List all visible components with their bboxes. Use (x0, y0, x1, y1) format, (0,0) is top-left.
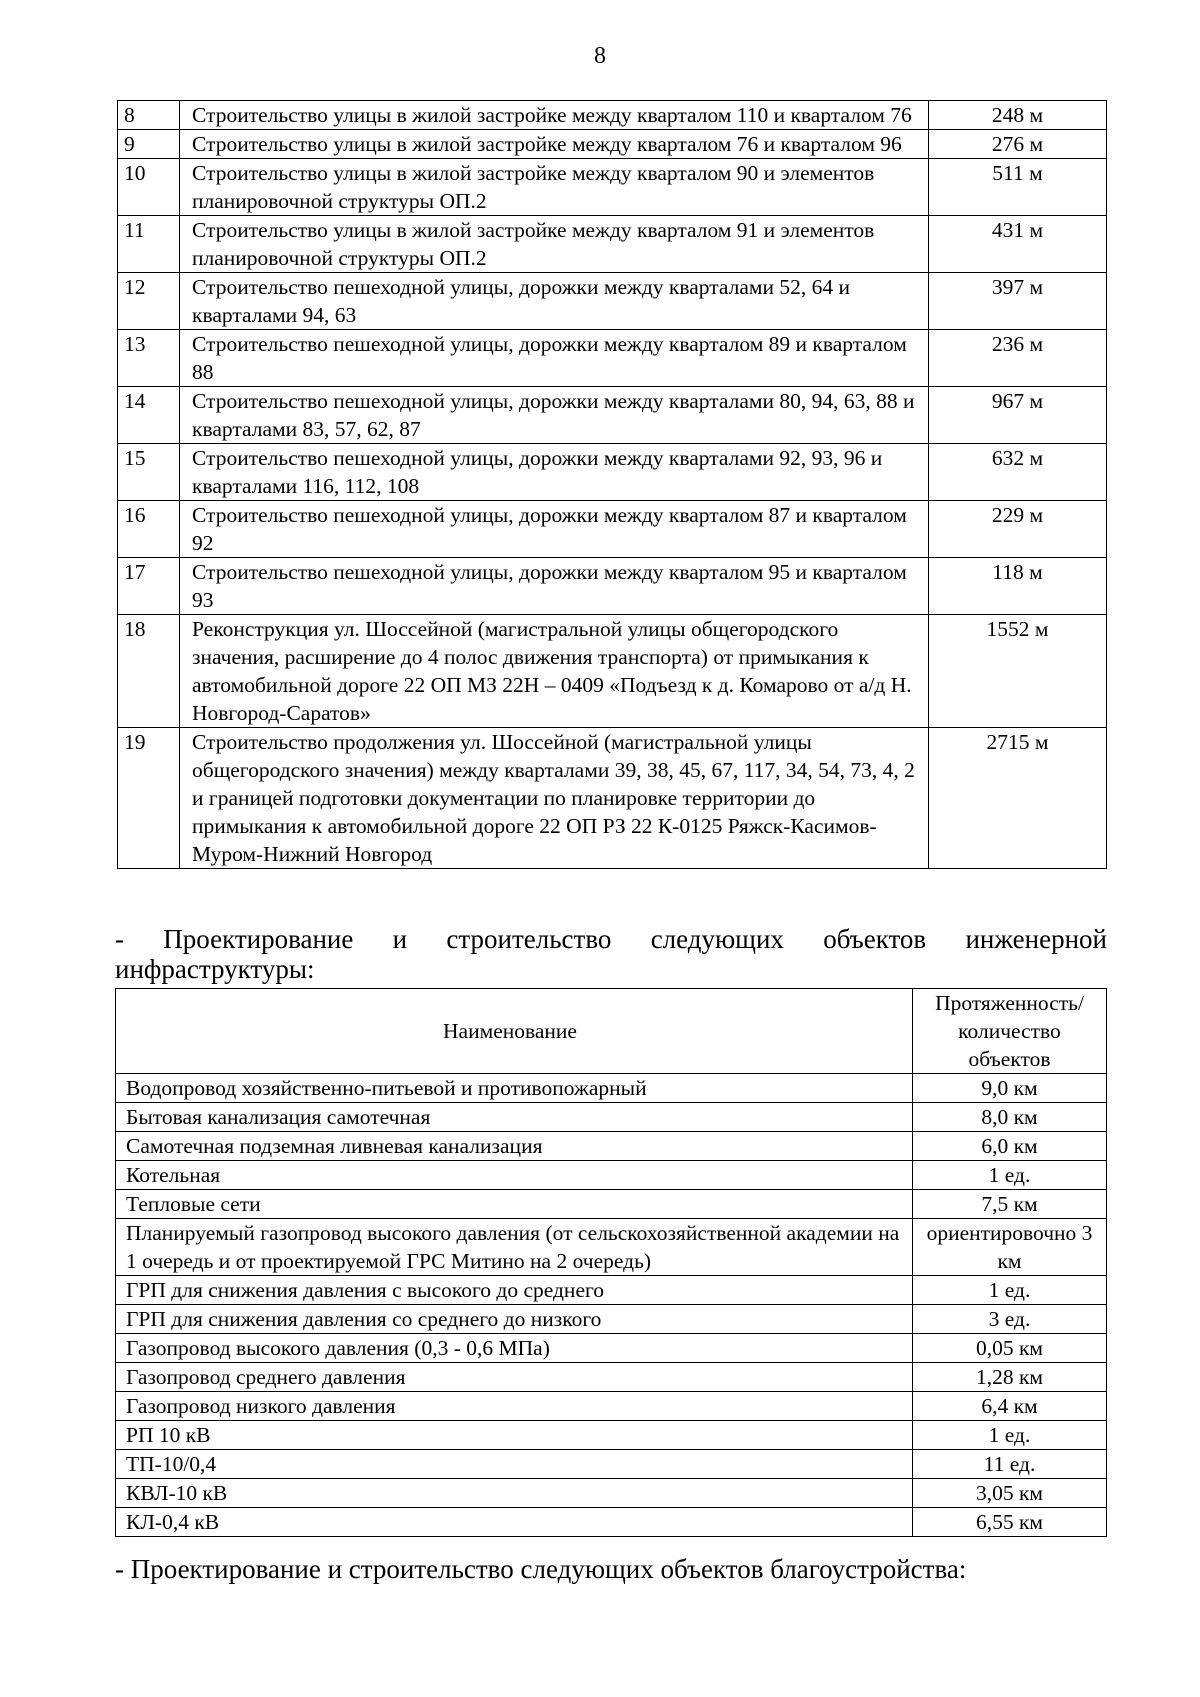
table-row (116, 1421, 1107, 1450)
row-description: Реконструкция ул. Шоссейной (магистральной улицы общегородского значения, расширение до 4 полос движения транспорта) от примыкания к автомобильной дороге 22 ОП МЗ 22Н – 0409 «Подъезд к д. Комарово от а/д Н. Новгород-Саратов» (180, 615, 929, 728)
row-quantity: 1,28 км (913, 1363, 1107, 1392)
row-name: Котельная (116, 1161, 913, 1190)
table-row (116, 1479, 1107, 1508)
row-quantity: 1 ед. (913, 1421, 1107, 1450)
row-number: 15 (118, 444, 180, 501)
table-row (116, 1508, 1107, 1537)
row-number: 17 (118, 558, 180, 615)
row-length: 397 м (929, 273, 1107, 330)
row-length: 431 м (929, 216, 1107, 273)
row-length: 2715 м (929, 728, 1107, 869)
row-length: 511 м (929, 159, 1107, 216)
row-description: Строительство улицы в жилой застройке между кварталом 76 и кварталом 96 (180, 130, 929, 159)
header-quantity (913, 989, 1107, 1074)
table-row (116, 1190, 1107, 1219)
row-quantity: 0,05 км (913, 1334, 1107, 1363)
row-number: 9 (118, 130, 180, 159)
row-length: 118 м (929, 558, 1107, 615)
table-row (118, 558, 1107, 615)
row-number: 16 (118, 501, 180, 558)
row-quantity: 6,55 км (913, 1508, 1107, 1537)
table-row (118, 501, 1107, 558)
row-description: Строительство пешеходной улицы, дорожки между кварталами 52, 64 и кварталами 94, 63 (180, 273, 929, 330)
row-description: Строительство пешеходной улицы, дорожки между кварталами 92, 93, 96 и кварталами 116, 112, 108 (180, 444, 929, 501)
row-number: 14 (118, 387, 180, 444)
row-quantity: 3 ед. (913, 1305, 1107, 1334)
intro-line-1: - Проектирование и строительство следующих объектов инженерной (115, 924, 1107, 954)
header-name: Наименование (116, 989, 913, 1074)
row-name: Газопровод высокого давления (0,3 - 0,6 МПа) (116, 1334, 913, 1363)
row-description: Строительство продолжения ул. Шоссейной (магистральной улицы общегородского значения) между кварталами 39, 38, 45, 67, 117, 34, 54, 73, 4, 2 и границей подготовки документации по планировке территории до примыкания к автомобильной дороге 22 ОП РЗ 22 К-0125 Ряжск-Касимов-Муром-Нижний Новгород (180, 728, 929, 869)
row-name: ГРП для снижения давления со среднего до низкого (116, 1305, 913, 1334)
row-name: РП 10 кВ (116, 1421, 913, 1450)
row-number: 11 (118, 216, 180, 273)
row-description: Строительство пешеходной улицы, дорожки между кварталами 80, 94, 63, 88 и кварталами 83, 57, 62, 87 (180, 387, 929, 444)
row-number: 8 (118, 101, 180, 130)
table-row (116, 1161, 1107, 1190)
table-row (118, 273, 1107, 330)
page-number: 8 (594, 43, 606, 69)
row-name: КЛ-0,4 кВ (116, 1508, 913, 1537)
row-quantity: 1 ед. (913, 1276, 1107, 1305)
table-header-row (116, 989, 1107, 1074)
row-length: 967 м (929, 387, 1107, 444)
row-name: Планируемый газопровод высокого давления (от сельскохозяйственной академии на 1 очередь и от проектируемой ГРС Митино на 2 очередь) (116, 1219, 913, 1276)
row-quantity: 11 ед. (913, 1450, 1107, 1479)
table-row (116, 1074, 1107, 1103)
row-length: 236 м (929, 330, 1107, 387)
row-quantity: 6,4 км (913, 1392, 1107, 1421)
row-description: Строительство улицы в жилой застройке между кварталом 110 и кварталом 76 (180, 101, 929, 130)
row-length: 229 м (929, 501, 1107, 558)
table-row (118, 101, 1107, 130)
intro-line-2: инфраструктуры: (115, 954, 315, 984)
table-row (116, 1363, 1107, 1392)
header-quantity-line: объектов (968, 1047, 1051, 1071)
row-name: Самотечная подземная ливневая канализация (116, 1132, 913, 1161)
engineering-infrastructure-intro (115, 924, 1107, 984)
row-quantity: 9,0 км (913, 1074, 1107, 1103)
row-name: Тепловые сети (116, 1190, 913, 1219)
engineering-infrastructure-table (115, 988, 1107, 1537)
row-name: ТП-10/0,4 (116, 1450, 913, 1479)
table-row (118, 444, 1107, 501)
row-number: 19 (118, 728, 180, 869)
row-name: ГРП для снижения давления с высокого до среднего (116, 1276, 913, 1305)
row-description: Строительство пешеходной улицы, дорожки между кварталом 89 и кварталом 88 (180, 330, 929, 387)
row-length: 1552 м (929, 615, 1107, 728)
table-row (118, 387, 1107, 444)
table-row (118, 130, 1107, 159)
row-length: 632 м (929, 444, 1107, 501)
table-row (118, 330, 1107, 387)
row-name: Бытовая канализация самотечная (116, 1103, 913, 1132)
row-length: 276 м (929, 130, 1107, 159)
row-quantity: 8,0 км (913, 1103, 1107, 1132)
row-description: Строительство пешеходной улицы, дорожки между кварталом 95 и кварталом 93 (180, 558, 929, 615)
table-row (116, 1132, 1107, 1161)
row-quantity: 7,5 км (913, 1190, 1107, 1219)
row-description: Строительство улицы в жилой застройке между кварталом 91 и элементов планировочной структуры ОП.2 (180, 216, 929, 273)
row-number: 18 (118, 615, 180, 728)
road-construction-table (117, 100, 1107, 869)
row-description: Строительство улицы в жилой застройке между кварталом 90 и элементов планировочной структуры ОП.2 (180, 159, 929, 216)
table-row (116, 1334, 1107, 1363)
table-row (118, 159, 1107, 216)
row-name: Газопровод среднего давления (116, 1363, 913, 1392)
header-quantity-line: количество (958, 1019, 1061, 1043)
table-row (116, 1219, 1107, 1276)
table-row (118, 615, 1107, 728)
row-length: 248 м (929, 101, 1107, 130)
row-name: КВЛ-10 кВ (116, 1479, 913, 1508)
table-row (116, 1392, 1107, 1421)
table-row (118, 728, 1107, 869)
row-name: Газопровод низкого давления (116, 1392, 913, 1421)
table-row (116, 1276, 1107, 1305)
table-row (116, 1305, 1107, 1334)
table-row (116, 1103, 1107, 1132)
row-description: Строительство пешеходной улицы, дорожки между кварталом 87 и кварталом 92 (180, 501, 929, 558)
row-quantity: 3,05 км (913, 1479, 1107, 1508)
table-row (118, 216, 1107, 273)
table-row (116, 1450, 1107, 1479)
row-name: Водопровод хозяйственно-питьевой и противопожарный (116, 1074, 913, 1103)
header-quantity-line: Протяженность/ (935, 991, 1084, 1015)
row-number: 13 (118, 330, 180, 387)
row-quantity: ориентировочно 3 км (913, 1219, 1107, 1276)
landscaping-intro: - Проектирование и строительство следующих объектов благоустройства: (115, 1554, 967, 1584)
row-quantity: 6,0 км (913, 1132, 1107, 1161)
row-quantity: 1 ед. (913, 1161, 1107, 1190)
row-number: 10 (118, 159, 180, 216)
row-number: 12 (118, 273, 180, 330)
